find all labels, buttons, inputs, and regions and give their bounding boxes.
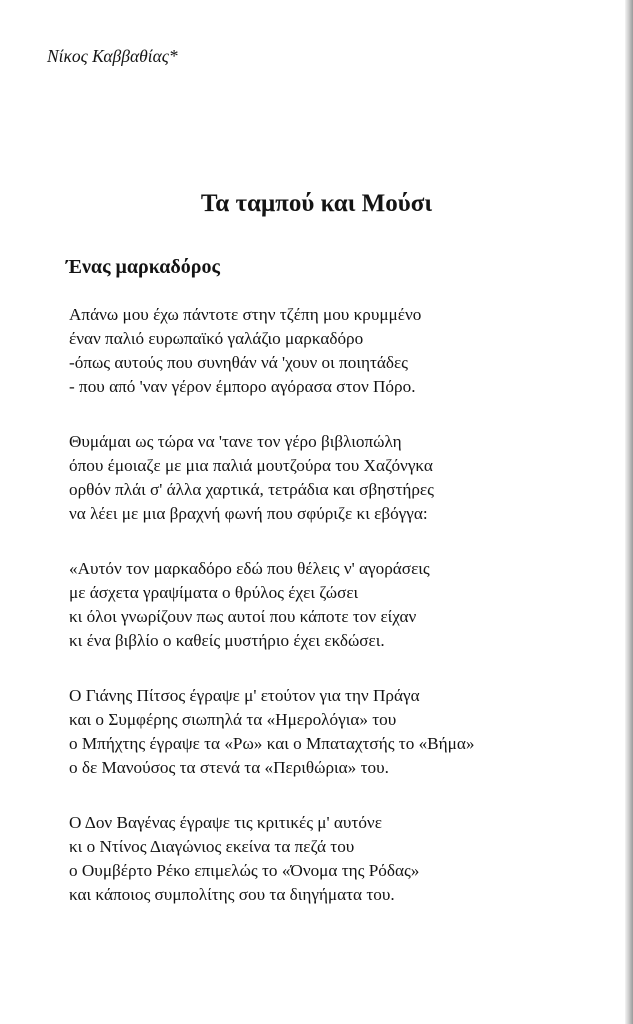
poem-line: και ο Συμφέρης σιωπηλά τα «Ημερολόγια» του (69, 710, 397, 729)
poem-line: Ο Γιάνης Πίτσος έγραψε μ' ετούτον για την Πράγα (69, 686, 420, 705)
poem-title: Τα ταμπού και Μούσι (200, 190, 433, 217)
poem-line: και κάποιος συμπολίτης σου τα διηγήματα του. (69, 885, 395, 904)
poem-line: - που από 'ναν γέρον έμπορο αγόρασα στον Πόρο. (69, 377, 416, 396)
stanza-5 (69, 811, 619, 907)
poem-line: Θυμάμαι ως τώρα να 'τανε τον γέρο βιβλιοπώλη (69, 432, 402, 451)
stanza-3 (69, 557, 619, 653)
poem-line: «Αυτόν τον μαρκαδόρο εδώ που θέλεις ν' αγοράσεις (69, 559, 430, 578)
author-name: Νίκος Καββαθίας* (47, 46, 178, 66)
poem-line: ο δε Μανούσος τα στενά τα «Περιθώρια» του. (69, 758, 389, 777)
stanza-4 (69, 684, 619, 780)
page-edge (625, 0, 633, 1024)
poem-line: κι ένα βιβλίο ο καθείς μυστήριο έχει εκδώσει. (69, 631, 385, 650)
poem-line: Ο Δον Βαγένας έγραψε τις κριτικές μ' αυτόνε (69, 813, 382, 832)
poem-line: ορθόν πλάι σ' άλλα χαρτικά, τετράδια και σβηστήρες (69, 480, 434, 499)
poem-subtitle: Ένας μαρκαδόρος (66, 256, 220, 278)
poem-line: να λέει με μια βραχνή φωνή που σφύριζε κι εβόγγα: (69, 504, 428, 523)
stanza-1 (69, 303, 619, 399)
poem-body (69, 303, 619, 938)
poem-line: Απάνω μου έχω πάντοτε στην τζέπη μου κρυμμένο (69, 305, 422, 324)
poem-line: με άσχετα γραψίματα ο θρύλος έχει ζώσει (69, 583, 359, 602)
poem-line: κι όλοι γνωρίζουν πως αυτοί που κάποτε τον είχαν (69, 607, 417, 626)
poem-line: -όπως αυτούς που συνηθάν νά 'χουν οι ποιητάδες (69, 353, 408, 372)
poem-line: έναν παλιό ευρωπαϊκό γαλάζιο μαρκαδόρο (69, 329, 364, 348)
poem-line: όπου έμοιαζε με μια παλιά μουτζούρα του Χαζόνγκα (69, 456, 433, 475)
stanza-2 (69, 430, 619, 526)
poem-line: κι ο Ντίνος Διαγώνιος εκείνα τα πεζά του (69, 837, 355, 856)
poem-line: ο Μπήχτης έγραψε τα «Ρω» και ο Μπαταχτσής το «Βήμα» (69, 734, 475, 753)
poem-line: ο Ουμβέρτο Ρέκο επιμελώς το «Όνομα της Ρόδας» (69, 861, 420, 880)
